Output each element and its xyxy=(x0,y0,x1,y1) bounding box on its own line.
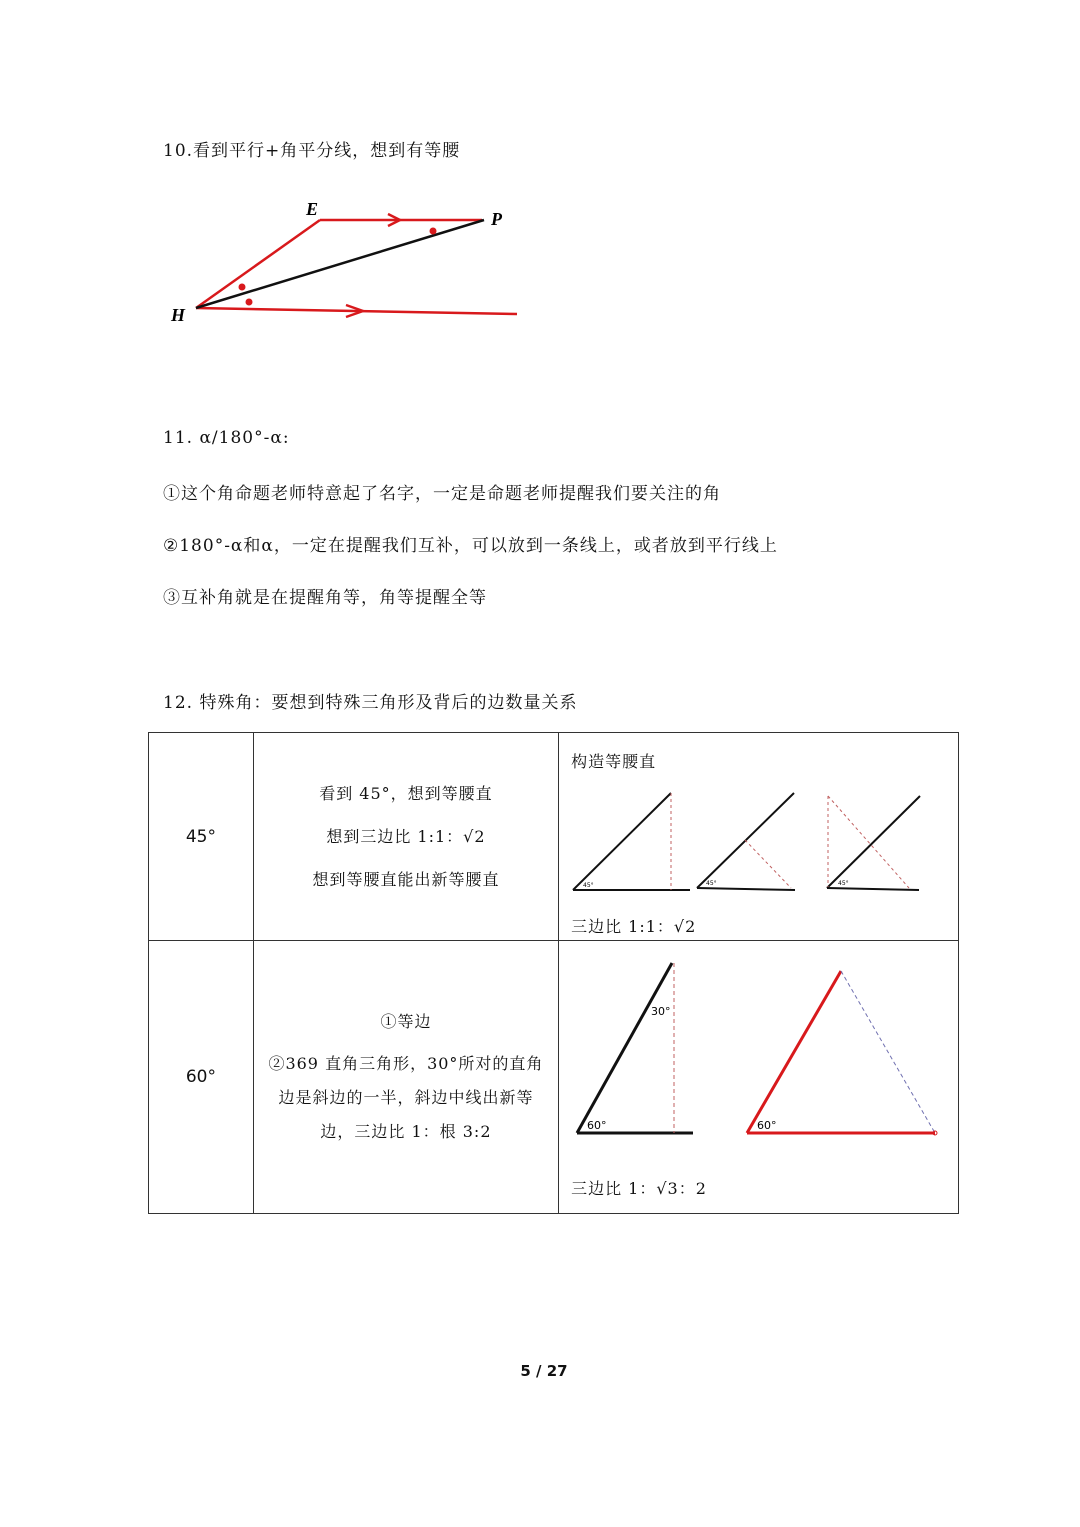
angle-cell: 60° xyxy=(149,941,254,1214)
angle-cell: 45° xyxy=(149,733,254,941)
description-line: 想到三边比 1:1：√2 xyxy=(326,827,486,846)
tri3-hypotenuse xyxy=(827,796,920,888)
section-11-item-3: ③互补角就是在提醒角等，角等提醒全等 xyxy=(163,588,487,608)
label-h: H xyxy=(171,305,186,325)
line-he xyxy=(196,220,320,308)
angle-dot-h-upper xyxy=(239,284,246,291)
tri2-base xyxy=(697,888,795,890)
equilateral-dashed-side xyxy=(841,971,935,1133)
page-number: 5 / 27 xyxy=(520,1362,568,1380)
section-12-heading: 12. 特殊角：要想到特殊三角形及背后的边数量关系 xyxy=(163,693,578,713)
figure-cell xyxy=(559,941,959,1214)
label-p: P xyxy=(491,209,502,229)
description-line: 想到等腰直能出新等腰直 xyxy=(312,870,500,889)
isosceles-right-figures xyxy=(559,783,959,895)
figure-cell xyxy=(559,733,959,941)
equilateral-left-side xyxy=(747,971,841,1133)
right-tri-hypotenuse xyxy=(577,963,672,1133)
label-60-degree-equilateral: 60° xyxy=(757,1119,777,1132)
description-line: ①等边 xyxy=(380,1012,432,1031)
special-angle-table xyxy=(148,732,959,1214)
figure-caption: 三边比 1:1：√2 xyxy=(571,917,697,936)
description-line: ②369 直角三角形，30°所对的直角 xyxy=(268,1054,544,1073)
description-line: 边是斜边的一半，斜边中线出新等 xyxy=(278,1088,534,1107)
description-cell xyxy=(253,733,558,941)
description-cell xyxy=(253,941,558,1214)
tri1-hypotenuse xyxy=(573,793,671,890)
label-60-degree: 60° xyxy=(587,1119,607,1132)
section-11-heading: 11. α/180°-α: xyxy=(163,428,290,448)
label-30-degree: 30° xyxy=(651,1005,671,1018)
tri3-base xyxy=(827,888,919,890)
figure-title: 构造等腰直 xyxy=(571,752,657,771)
sixty-degree-figures xyxy=(559,955,959,1145)
section-11-item-2: ②180°-α和α，一定在提醒我们互补，可以放到一条线上，或者放到平行线上 xyxy=(163,536,778,556)
tri2-angle-label: 45° xyxy=(706,880,717,887)
section-11-item-1: ①这个角命题老师特意起了名字，一定是命题老师提醒我们要关注的角 xyxy=(163,484,721,504)
tri1-angle-label: 45° xyxy=(583,882,594,889)
parallel-bisector-figure xyxy=(160,190,540,340)
angle-dot-p xyxy=(430,228,437,235)
line-hp-bisector xyxy=(196,220,484,308)
description-line: 看到 45°，想到等腰直 xyxy=(319,784,493,803)
tri3-angle-label: 45° xyxy=(838,880,849,887)
table-row-45 xyxy=(149,733,959,941)
table-row-60 xyxy=(149,941,959,1214)
tri2-dashed-perpendicular xyxy=(745,840,791,888)
description-line: 边，三边比 1：根 3:2 xyxy=(320,1122,492,1141)
section-10-heading: 10.看到平行+角平分线，想到有等腰 xyxy=(163,141,461,161)
figure-caption: 三边比 1：√3：2 xyxy=(571,1179,707,1198)
angle-dot-h-lower xyxy=(246,299,253,306)
label-e: E xyxy=(306,199,319,219)
